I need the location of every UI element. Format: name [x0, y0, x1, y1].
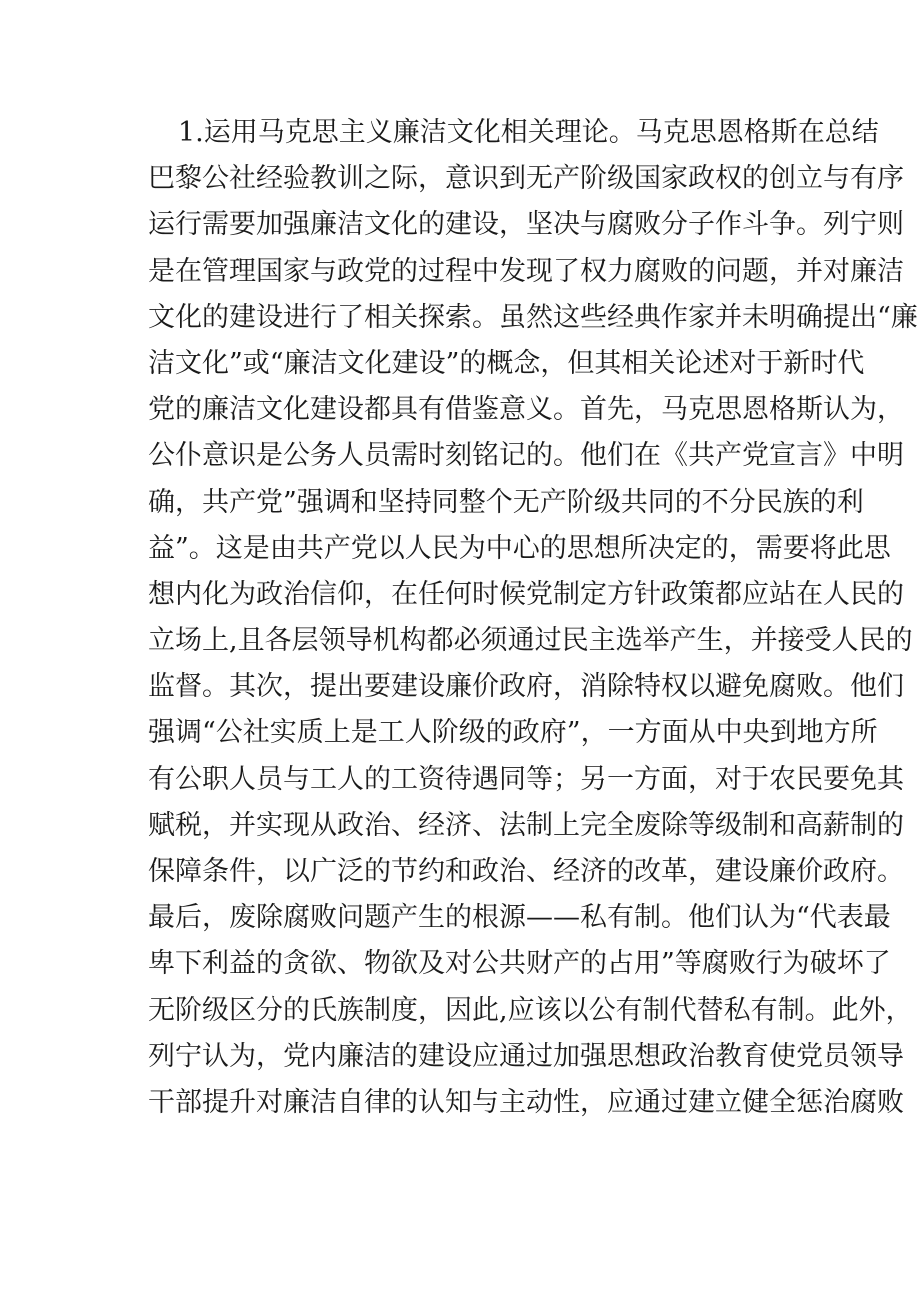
text-line: 强调“公社实质上是工人阶级的政府”，一方面从中央到地方所	[148, 717, 878, 749]
text-line: 监督。其次，提出要建设廉价政府，消除特权以避免腐败。他们	[148, 671, 904, 703]
text-line: 卑下利益的贪欲、物欲及对公共财产的占用”等腐败行为破坏了	[148, 948, 891, 980]
text-line: 列宁认为，党内廉洁的建设应通过加强思想政治教育使党员领导	[148, 1040, 904, 1072]
text-line: 立场上,且各层领导机构都必须通过民主选举产生，并接受人民的	[148, 625, 913, 657]
text-line: 巴黎公社经验教训之际，意识到无产阶级国家政权的创立与有序	[148, 163, 904, 195]
text-line: 确，共产党”强调和坚持同整个无产阶级共同的不分民族的利	[148, 486, 864, 518]
text-line: 文化的建设进行了相关探索。虽然这些经典作家并未明确提出“廉	[148, 301, 918, 333]
text-line: 干部提升对廉洁自律的认知与主动性，应通过建立健全惩治腐败	[148, 1086, 904, 1118]
body-paragraph	[148, 110, 918, 1126]
text-line: 无阶级区分的氏族制度，因此,应该以公有制代替私有制。此外，	[148, 994, 913, 1026]
text-line: 赋税，并实现从政治、经济、法制上完全废除等级制和高薪制的	[148, 809, 904, 841]
text-line: 运行需要加强廉洁文化的建设，坚决与腐败分子作斗争。列宁则	[148, 209, 904, 241]
text-line: 公仆意识是公务人员需时刻铭记的。他们在《共产党宣言》中明	[148, 440, 904, 472]
text-line: 洁文化”或“廉洁文化建设”的概念，但其相关论述对于新时代	[148, 347, 865, 379]
text-line: 保障条件，以广泛的节约和政治、经济的改革，建设廉价政府。	[148, 856, 904, 887]
text-line: 有公职人员与工人的工资待遇同等；另一方面，对于农民要免其	[148, 763, 904, 795]
text-line: 想内化为政治信仰，在任何时候党制定方针政策都应站在人民的	[148, 578, 904, 610]
text-line: 1.运用马克思主义廉洁文化相关理论。马克思恩格斯在总结	[178, 117, 879, 148]
text-line: 最后，废除腐败问题产生的根源——私有制。他们认为“代表最	[148, 902, 891, 934]
text-line: 益”。这是由共产党以人民为中心的思想所决定的，需要将此思	[148, 532, 891, 564]
text-line: 是在管理国家与政党的过程中发现了权力腐败的问题，并对廉洁	[148, 255, 904, 287]
text-line: 党的廉洁文化建设都具有借鉴意义。首先，马克思恩格斯认为，	[148, 394, 904, 426]
